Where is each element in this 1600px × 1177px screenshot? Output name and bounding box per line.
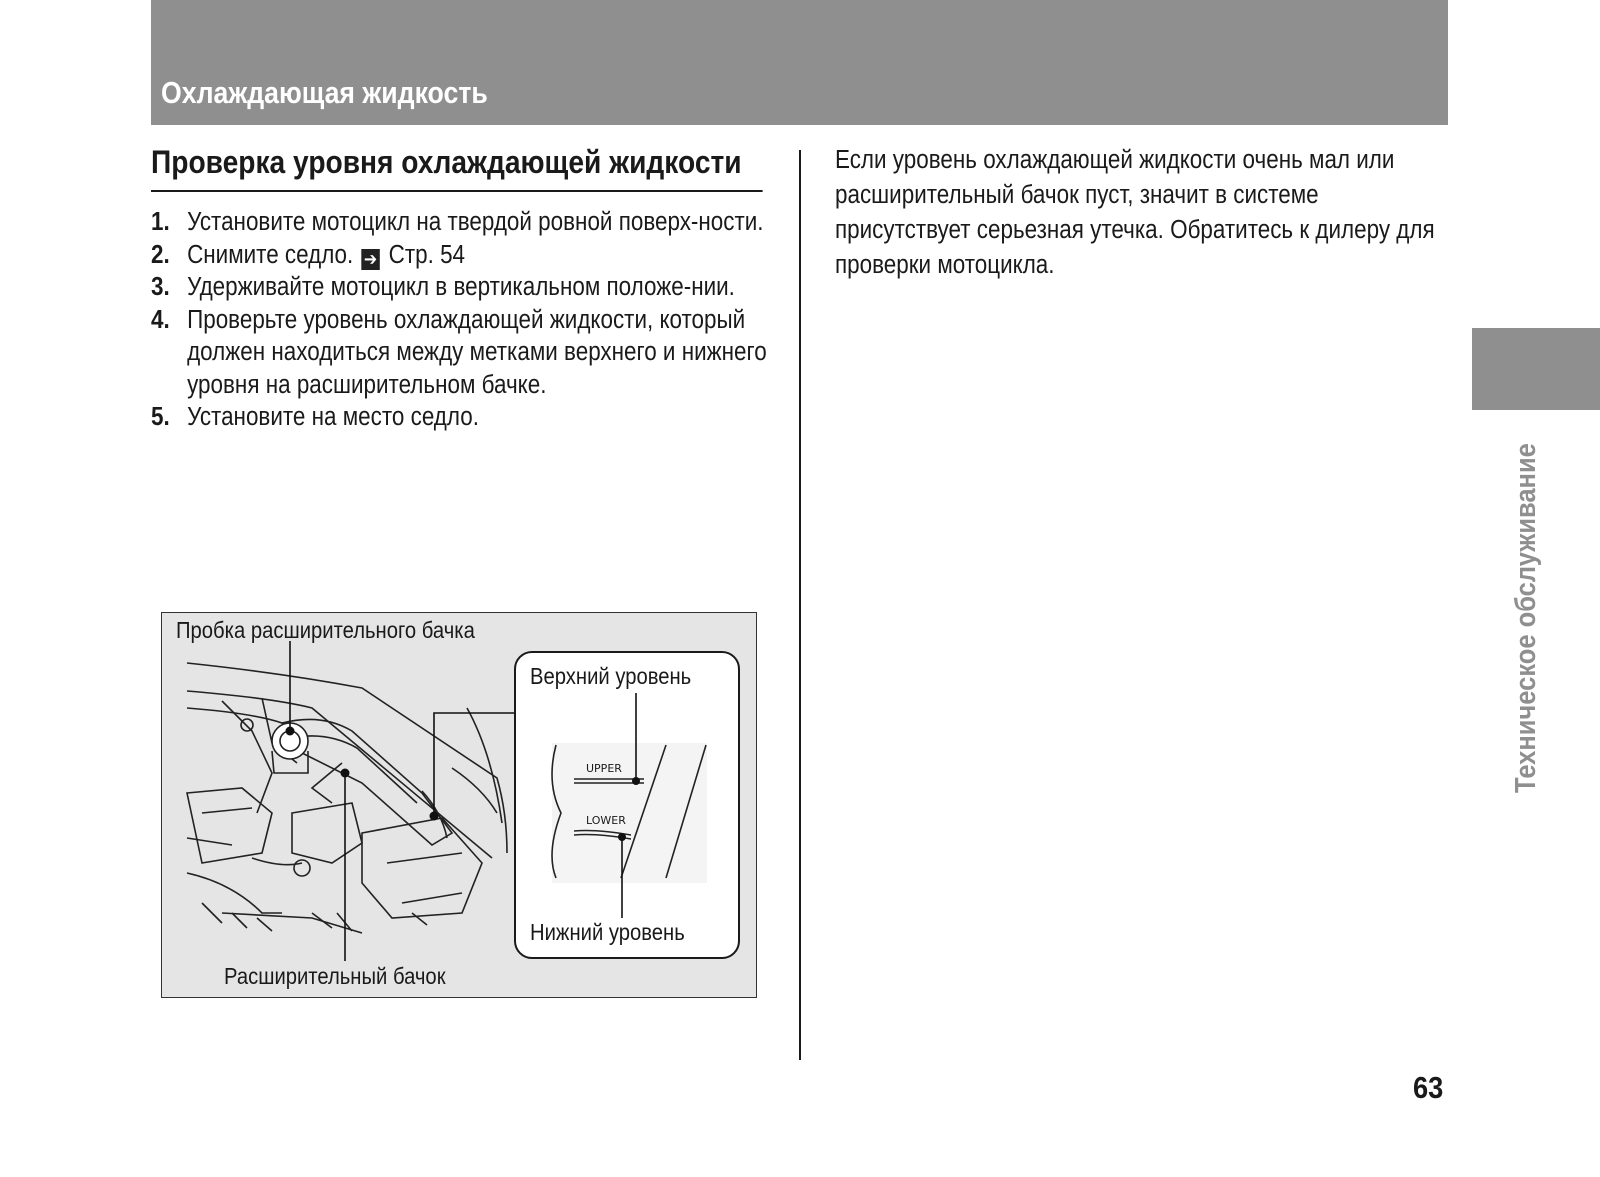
step-text: Установите мотоцикл на твердой ровной поверх-ности. [187,208,764,236]
step-item [151,206,768,239]
cap-pointer-dot [286,727,295,736]
step-text: Установите на место седло. [187,403,479,431]
leak-note: Если уровень охлаждающей жидкости очень мал или расширительный бачок пуст, значит в системе присутствует серьезная утечка. Обратитесь к дилеру для проверки мотоцикла. [835,146,1435,279]
level-detail-inset [514,651,740,959]
column-divider [799,150,801,1060]
level-pointer-dot [430,812,439,821]
step-number: 4. [151,305,170,334]
page-reference-link[interactable]: Стр. 54 [388,240,466,269]
step-number: 2. [151,240,170,269]
tank-pointer-dot [341,769,350,778]
side-chapter-label: Техническое обслуживание [1510,443,1542,793]
step-text: Проверьте уровень охлаждающей жидкости, который должен находиться между метками верхнего и нижнего уровня на расширительном бачке. [187,305,767,399]
left-column [151,140,767,434]
reservoir-figure [161,612,757,998]
side-tab-marker [1472,328,1600,410]
lower-mark-text: LOWER [586,814,626,827]
step-item [151,401,768,434]
cap-label: Пробка расширительного бачка [176,617,475,643]
upper-mark-text: UPPER [586,762,622,775]
section-title: Проверка уровня охлаждающей жидкости [151,140,763,192]
chapter-title: Охлаждающая жидкость [161,75,488,110]
page-number: 63 [1413,1070,1444,1105]
steps-list [151,206,767,434]
step-item [151,271,768,304]
arrow-right-icon[interactable]: ➔ [361,249,379,270]
tank-label: Расширительный бачок [224,963,446,989]
right-column [835,143,1451,283]
step-number: 3. [151,273,170,301]
step-text: Снимите седло. [187,240,354,269]
step-text: Удерживайте мотоцикл в вертикальном положе-нии. [187,273,735,301]
header-bar [151,0,1448,125]
step-number: 1. [151,208,170,236]
lower-level-label: Нижний уровень [530,919,685,945]
tank-level-drawing [516,653,738,957]
upper-level-label: Верхний уровень [530,663,692,689]
step-item [151,304,768,402]
step-number: 5. [151,403,170,431]
step-item [151,239,768,272]
